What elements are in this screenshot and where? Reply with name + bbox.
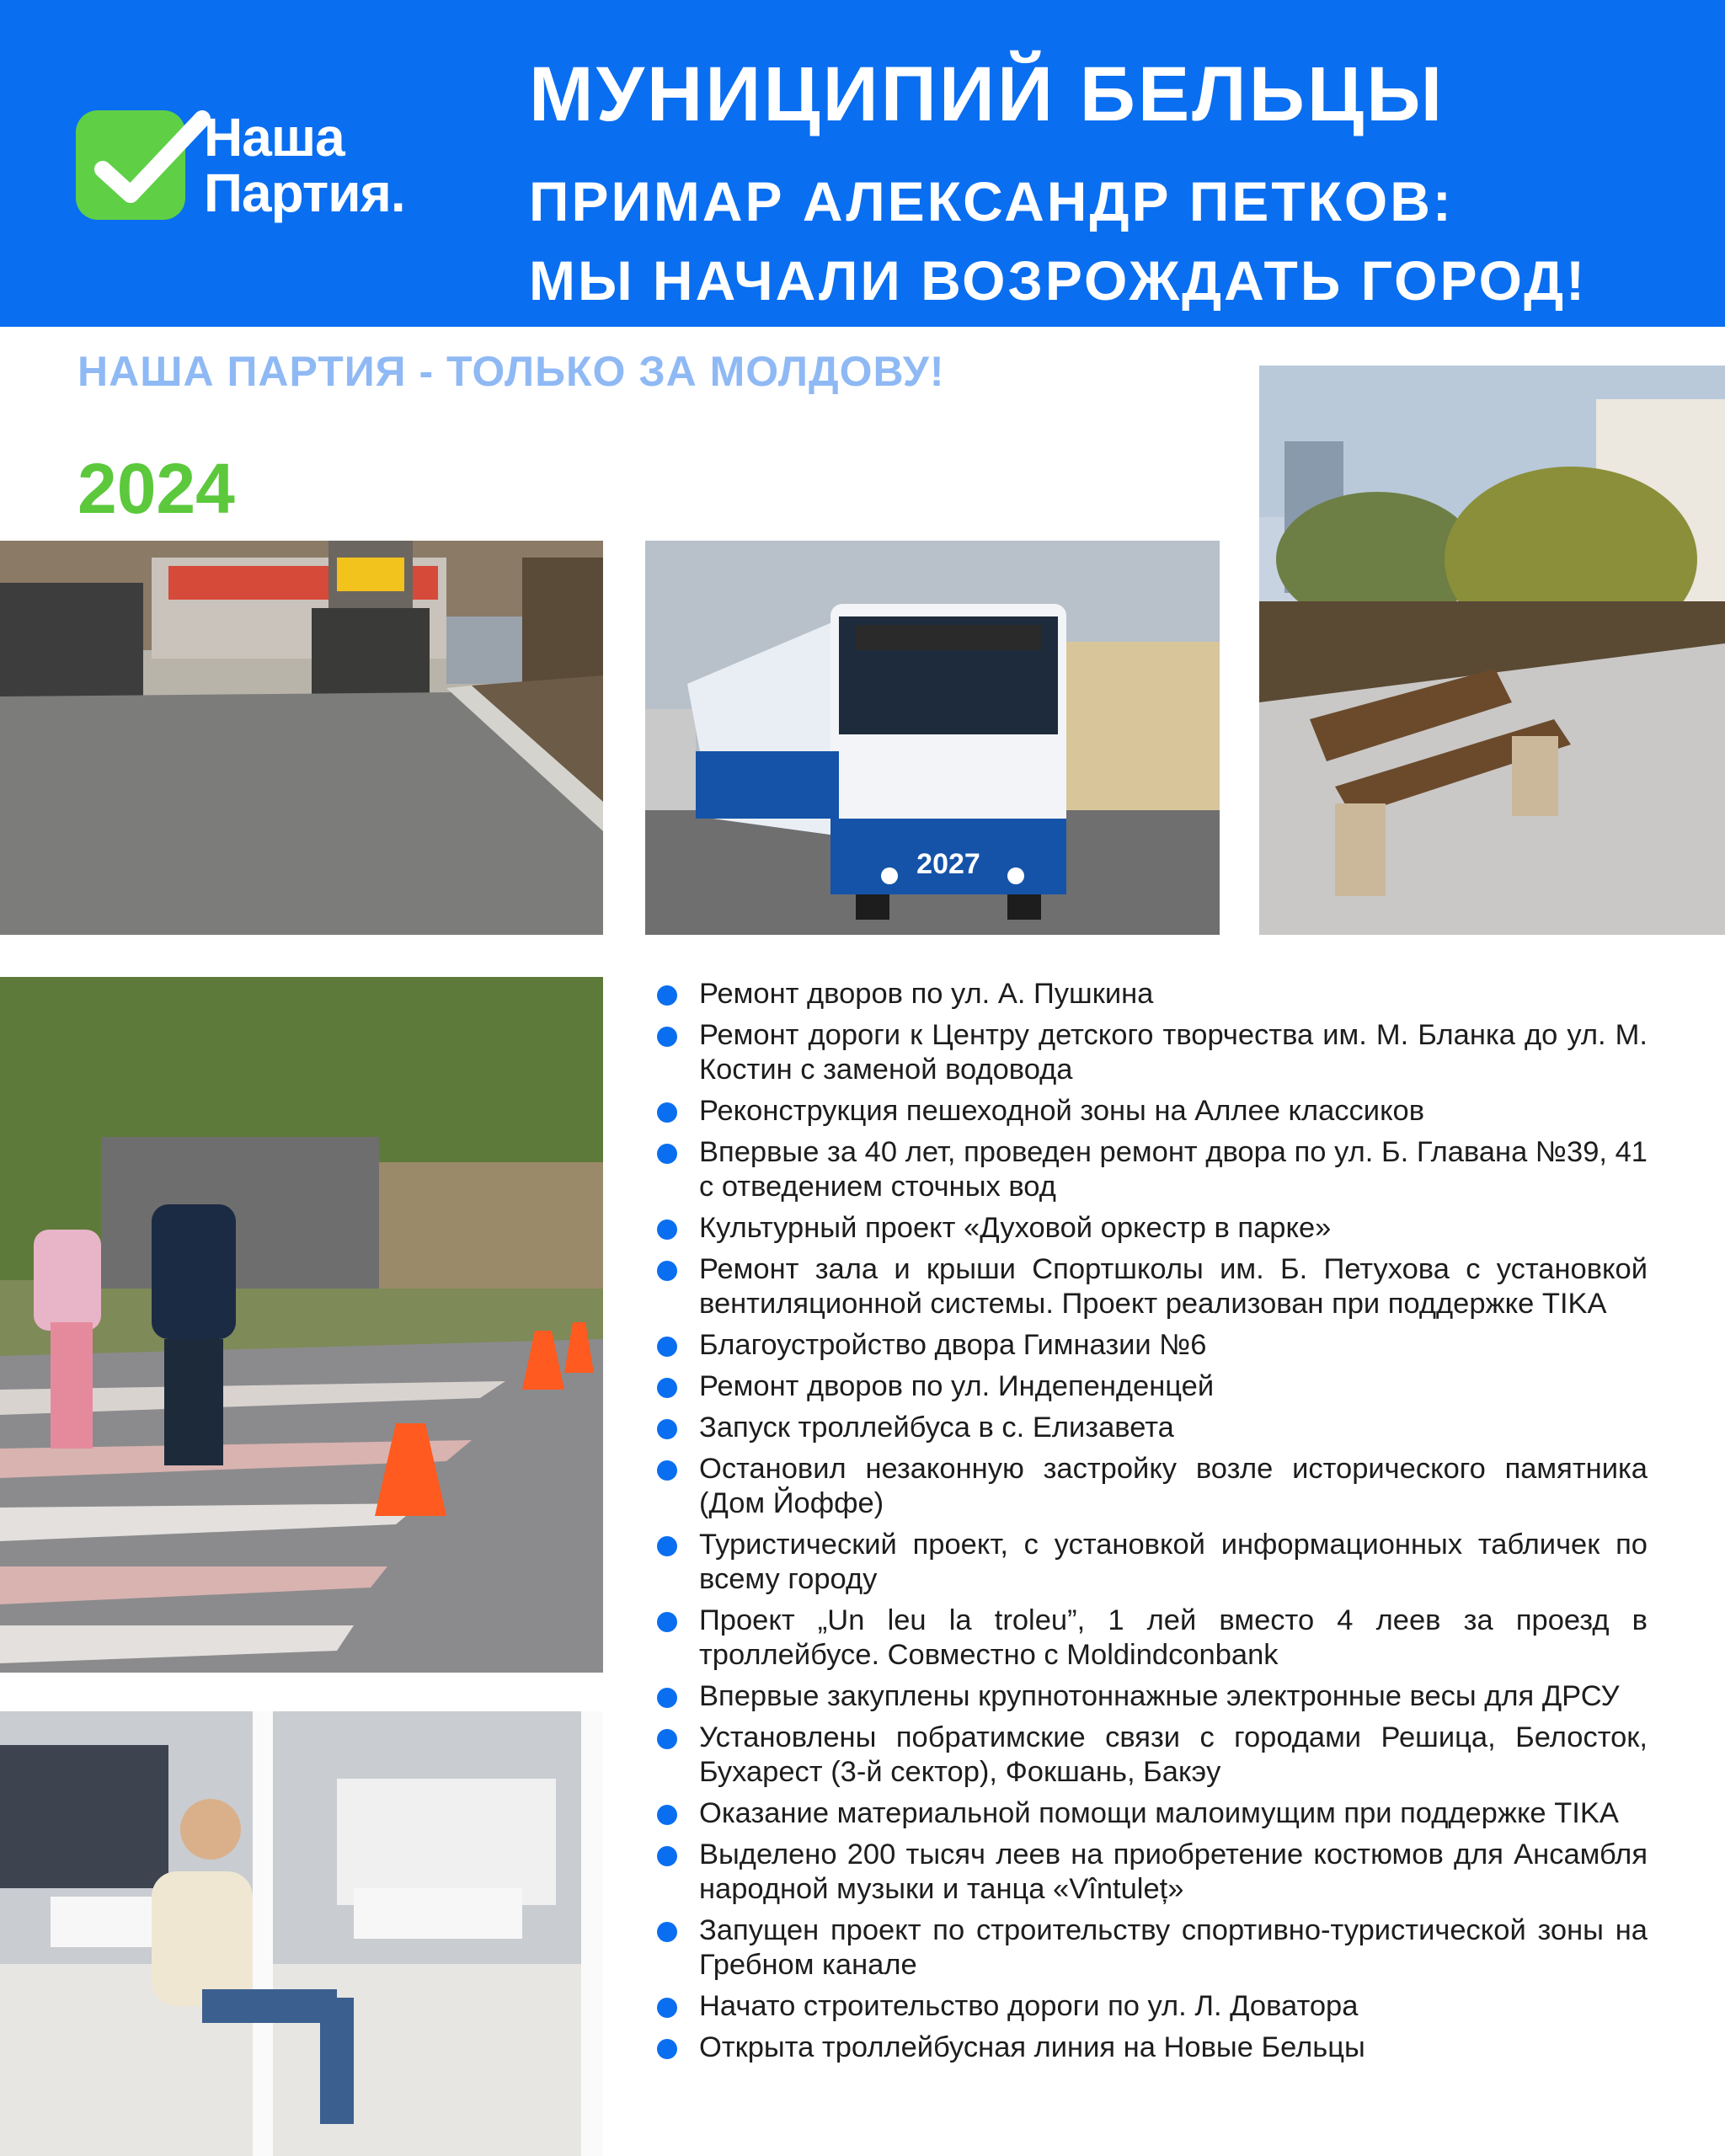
- list-item-text: Благоустройство двора Гимназии №6: [699, 1329, 1207, 1361]
- slogan: НАША ПАРТИЯ - ТОЛЬКО ЗА МОЛДОВУ!: [77, 348, 945, 395]
- bullet-icon: [657, 1378, 677, 1398]
- bullet-icon: [657, 1805, 677, 1825]
- bullet-icon: [657, 1536, 677, 1556]
- photo-swings: [0, 1711, 603, 2156]
- list-item-text: Ремонт дворов по ул. А. Пушкина: [699, 978, 1154, 1010]
- page-subtitle: [529, 162, 1587, 320]
- list-item-text: Туристический проект, с установкой информационных табличек по всему городу: [699, 1529, 1648, 1595]
- list-item-text: Выделено 200 тысяч леев на приобретение костюмов для Ансамбля народной музыки и танца «Vîntuleț»: [699, 1838, 1648, 1905]
- list-item: [654, 1211, 1648, 1246]
- list-item-text: Впервые за 40 лет, проведен ремонт двора по ул. Б. Главана №39, 41 с отведением сточных вод: [699, 1136, 1648, 1203]
- photo-trolleybus: [645, 541, 1220, 935]
- list-item-text: Ремонт дворов по ул. Индепенденцей: [699, 1370, 1215, 1402]
- list-item: [654, 1369, 1648, 1404]
- list-item-text: Открыта троллейбусная линия на Новые Бельцы: [699, 2031, 1365, 2063]
- list-item-text: Ремонт зала и крыши Спортшколы им. Б. Петухова с установкой вентиляционной системы. Проект реализован при поддержке TIKA: [699, 1253, 1648, 1320]
- bullet-icon: [657, 1460, 677, 1481]
- list-item-text: Оказание материальной помощи малоимущим при поддержке TIKA: [699, 1797, 1619, 1829]
- bullet-icon: [657, 1337, 677, 1357]
- photo-pedestrian-crossing: [0, 977, 603, 1673]
- list-item-text: Культурный проект «Духовой оркестр в парке»: [699, 1212, 1332, 1244]
- bullet-icon: [657, 1922, 677, 1942]
- list-item-text: Начато строительство дороги по ул. Л. Доватора: [699, 1990, 1359, 2022]
- party-logo: [76, 109, 405, 221]
- logo-line-1: Наша: [204, 107, 344, 168]
- trolleybus-number: 2027: [916, 848, 980, 880]
- achievements-list: [654, 977, 1648, 2072]
- list-item: [654, 1796, 1648, 1831]
- bullet-icon: [657, 985, 677, 1006]
- subtitle-line-1: ПРИМАР АЛЕКСАНДР ПЕТКОВ:: [529, 170, 1454, 232]
- list-item: [654, 1135, 1648, 1204]
- list-item: [654, 1452, 1648, 1521]
- bullet-icon: [657, 1219, 677, 1240]
- list-item: [654, 1411, 1648, 1445]
- bullet-icon: [657, 1144, 677, 1164]
- list-item-text: Проект „Un leu la troleu”, 1 лей вместо 4 леев за проезд в троллейбусе. Совместно с Moldindconbank: [699, 1604, 1648, 1671]
- list-item-text: Остановил незаконную застройку возле исторического памятника (Дом Йоффе): [699, 1453, 1648, 1519]
- list-item: [654, 1838, 1648, 1907]
- bullet-icon: [657, 1102, 677, 1123]
- list-item: [654, 1528, 1648, 1597]
- list-item: [654, 1721, 1648, 1790]
- bullet-icon: [657, 2039, 677, 2059]
- photo-road-repair: [0, 541, 603, 935]
- list-item: [654, 1604, 1648, 1673]
- logo-line-2: Партия.: [204, 163, 405, 223]
- list-item-text: Ремонт дороги к Центру детского творчества им. М. Бланка до ул. М. Костин с заменой водовода: [699, 1019, 1648, 1086]
- list-item-text: Запущен проект по строительству спортивно-туристической зоны на Гребном канале: [699, 1914, 1648, 1981]
- list-item: [654, 977, 1648, 1011]
- page-title: МУНИЦИПИЙ БЕЛЬЦЫ: [529, 51, 1445, 137]
- bullet-icon: [657, 1261, 677, 1281]
- subtitle-line-2: МЫ НАЧАЛИ ВОЗРОЖДАТЬ ГОРОД!: [529, 249, 1588, 312]
- list-item-text: Реконструкция пешеходной зоны на Аллее классиков: [699, 1095, 1425, 1127]
- bullet-icon: [657, 1846, 677, 1866]
- bullet-icon: [657, 1998, 677, 2018]
- list-item: [654, 1989, 1648, 2024]
- checkmark-icon: [76, 110, 185, 220]
- list-item: [654, 1913, 1648, 1983]
- list-item: [654, 1018, 1648, 1087]
- bullet-icon: [657, 1688, 677, 1708]
- year-heading: 2024: [77, 449, 235, 528]
- list-item: [654, 1328, 1648, 1363]
- bullet-icon: [657, 1729, 677, 1749]
- list-item-text: Запуск троллейбуса в с. Елизавета: [699, 1412, 1174, 1444]
- bullet-icon: [657, 1419, 677, 1439]
- bullet-icon: [657, 1027, 677, 1047]
- logo-text: [204, 109, 405, 221]
- list-item: [654, 2031, 1648, 2065]
- list-item: [654, 1094, 1648, 1129]
- list-item: [654, 1679, 1648, 1714]
- list-item-text: Установлены побратимские связи с городами Решица, Белосток, Бухарест (3-й сектор), Фокшань, Бакэу: [699, 1721, 1648, 1788]
- list-item: [654, 1252, 1648, 1321]
- bullet-icon: [657, 1612, 677, 1632]
- photo-park-bench: [1259, 366, 1725, 935]
- list-item-text: Впервые закуплены крупнотоннажные электронные весы для ДРСУ: [699, 1680, 1620, 1712]
